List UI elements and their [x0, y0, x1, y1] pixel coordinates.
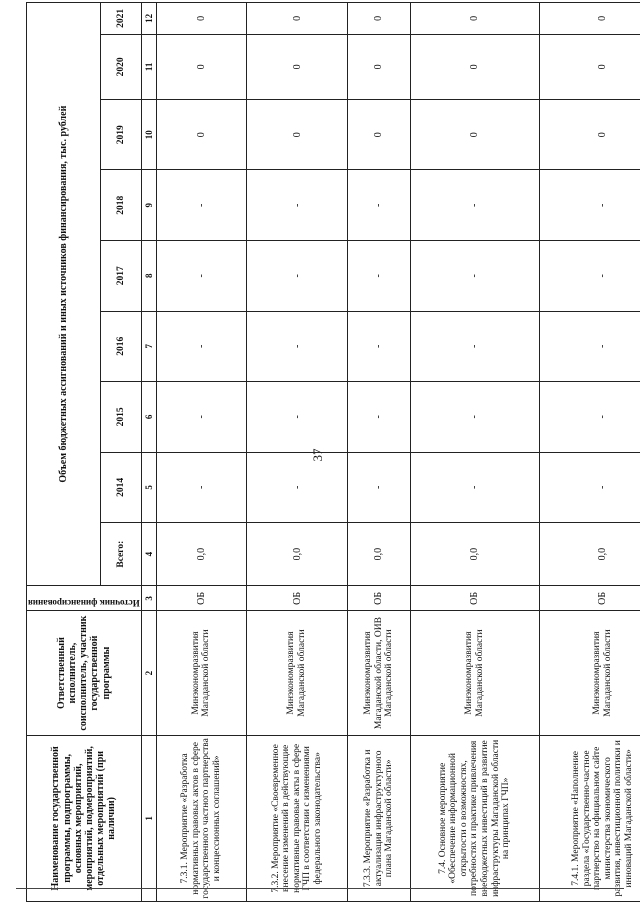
column-number: 5 — [141, 452, 156, 523]
header-year: 2020 — [101, 34, 142, 99]
row-value: - — [348, 382, 410, 453]
table-row — [348, 3, 410, 902]
row-name: 7.3.3. Мероприятие «Разработка и актуализация инфраструктурного плана Магаданской области» — [348, 735, 410, 901]
column-number-row — [141, 3, 156, 902]
financing-table — [26, 2, 640, 902]
row-value: - — [246, 241, 348, 312]
row-responsible: Минэкономразвития Магаданской области — [539, 611, 640, 735]
table-row — [410, 3, 539, 902]
column-number: 7 — [141, 311, 156, 382]
header-responsible: Ответственный исполнитель, соисполнитель, участник государственной программы — [27, 611, 142, 735]
row-value: - — [156, 241, 246, 312]
row-value: - — [246, 311, 348, 382]
row-name: 7.4.1. Мероприятие «Наполнение раздела «Государственно-частное партнерство на официальном сайте министерства экономического развития, инвестиционной политики и инноваций Магаданской области» — [539, 735, 640, 901]
column-number: 12 — [141, 3, 156, 35]
row-total: 0,0 — [348, 523, 410, 586]
column-number: 10 — [141, 99, 156, 170]
row-value: 0 — [410, 99, 539, 170]
table-row — [246, 3, 348, 902]
row-value: - — [410, 170, 539, 241]
row-value: 0 — [539, 34, 640, 99]
row-source: ОБ — [246, 586, 348, 611]
header-source-label: Источник финансирования — [28, 598, 140, 609]
row-responsible: Минэкономразвития Магаданской области — [246, 611, 348, 735]
row-value: 0 — [156, 3, 246, 35]
row-value: - — [246, 382, 348, 453]
row-value: - — [539, 170, 640, 241]
header-year: 2014 — [101, 452, 142, 523]
row-total: 0,0 — [539, 523, 640, 586]
row-value: - — [348, 170, 410, 241]
row-total: 0,0 — [410, 523, 539, 586]
column-number: 8 — [141, 241, 156, 312]
header-volume: Объем бюджетных ассигнований и иных источников финансирования, тыс. рублей — [27, 3, 101, 586]
table-row — [156, 3, 246, 902]
header-name: Наименование государственной программы, подпрограммы, основных мероприятий, мероприятий, подмероприятий, отдельных мероприятий (при наличии) — [27, 735, 142, 901]
row-value: 0 — [348, 99, 410, 170]
column-number: 1 — [141, 735, 156, 901]
rotated-table-container — [26, 2, 635, 902]
row-name: 7.3.2. Мероприятие «Своевременное внесение изменений в действующие нормативные правовые акты в сфере ГЧП в соответствии с изменениями федерального законодательства» — [246, 735, 348, 901]
row-value: - — [246, 452, 348, 523]
row-source: ОБ — [348, 586, 410, 611]
row-value: - — [156, 311, 246, 382]
row-value: 0 — [348, 34, 410, 99]
row-total: 0,0 — [246, 523, 348, 586]
header-year: 2018 — [101, 170, 142, 241]
table-row — [539, 3, 640, 902]
row-value: - — [539, 382, 640, 453]
column-number: 9 — [141, 170, 156, 241]
header-year: 2015 — [101, 382, 142, 453]
row-value: 0 — [410, 34, 539, 99]
row-total: 0,0 — [156, 523, 246, 586]
row-responsible: Минэкономразвития Магаданской области — [410, 611, 539, 735]
row-value: 0 — [539, 99, 640, 170]
row-value: - — [156, 382, 246, 453]
row-value: - — [410, 382, 539, 453]
row-value: 0 — [246, 34, 348, 99]
row-value: - — [156, 170, 246, 241]
row-value: 0 — [539, 3, 640, 35]
row-value: - — [410, 241, 539, 312]
row-value: 0 — [156, 34, 246, 99]
row-value: 0 — [156, 99, 246, 170]
row-value: - — [246, 170, 348, 241]
row-value: - — [539, 311, 640, 382]
row-value: - — [410, 452, 539, 523]
header-year: 2016 — [101, 311, 142, 382]
header-total: Всего: — [101, 523, 142, 586]
row-source: ОБ — [410, 586, 539, 611]
header-source — [27, 586, 142, 611]
row-value: - — [156, 452, 246, 523]
row-value: 0 — [348, 3, 410, 35]
header-year: 2021 — [101, 3, 142, 35]
row-value: - — [539, 452, 640, 523]
header-year: 2019 — [101, 99, 142, 170]
row-value: - — [348, 241, 410, 312]
row-value: - — [539, 241, 640, 312]
row-value: - — [348, 452, 410, 523]
page-bottom-divider — [16, 888, 624, 889]
header-year: 2017 — [101, 241, 142, 312]
column-number: 4 — [141, 523, 156, 586]
row-responsible: Минэкономразвития Магаданской области, ОИВ Магаданской области — [348, 611, 410, 735]
row-value: 0 — [410, 3, 539, 35]
row-value: - — [348, 311, 410, 382]
column-number: 2 — [141, 611, 156, 735]
row-source: ОБ — [539, 586, 640, 611]
row-name: 7.3.1. Мероприятие «Разработка нормативных правовых актов в сфере государственного частного партнерства и концессионных соглашений» — [156, 735, 246, 901]
page-number: 37 — [310, 448, 325, 462]
row-source: ОБ — [156, 586, 246, 611]
row-responsible: Минэкономразвития Магаданской области — [156, 611, 246, 735]
column-number: 11 — [141, 34, 156, 99]
row-value: 0 — [246, 99, 348, 170]
row-value: - — [410, 311, 539, 382]
column-number: 3 — [141, 586, 156, 611]
row-name: 7.4. Основное мероприятие «Обеспечение информационной открытости о возможностях, потребностях и практике привлечения внебюджетных инвестиций в развитие инфраструктуры Магаданской области на принципах ГЧП» — [410, 735, 539, 901]
row-value: 0 — [246, 3, 348, 35]
column-number: 6 — [141, 382, 156, 453]
